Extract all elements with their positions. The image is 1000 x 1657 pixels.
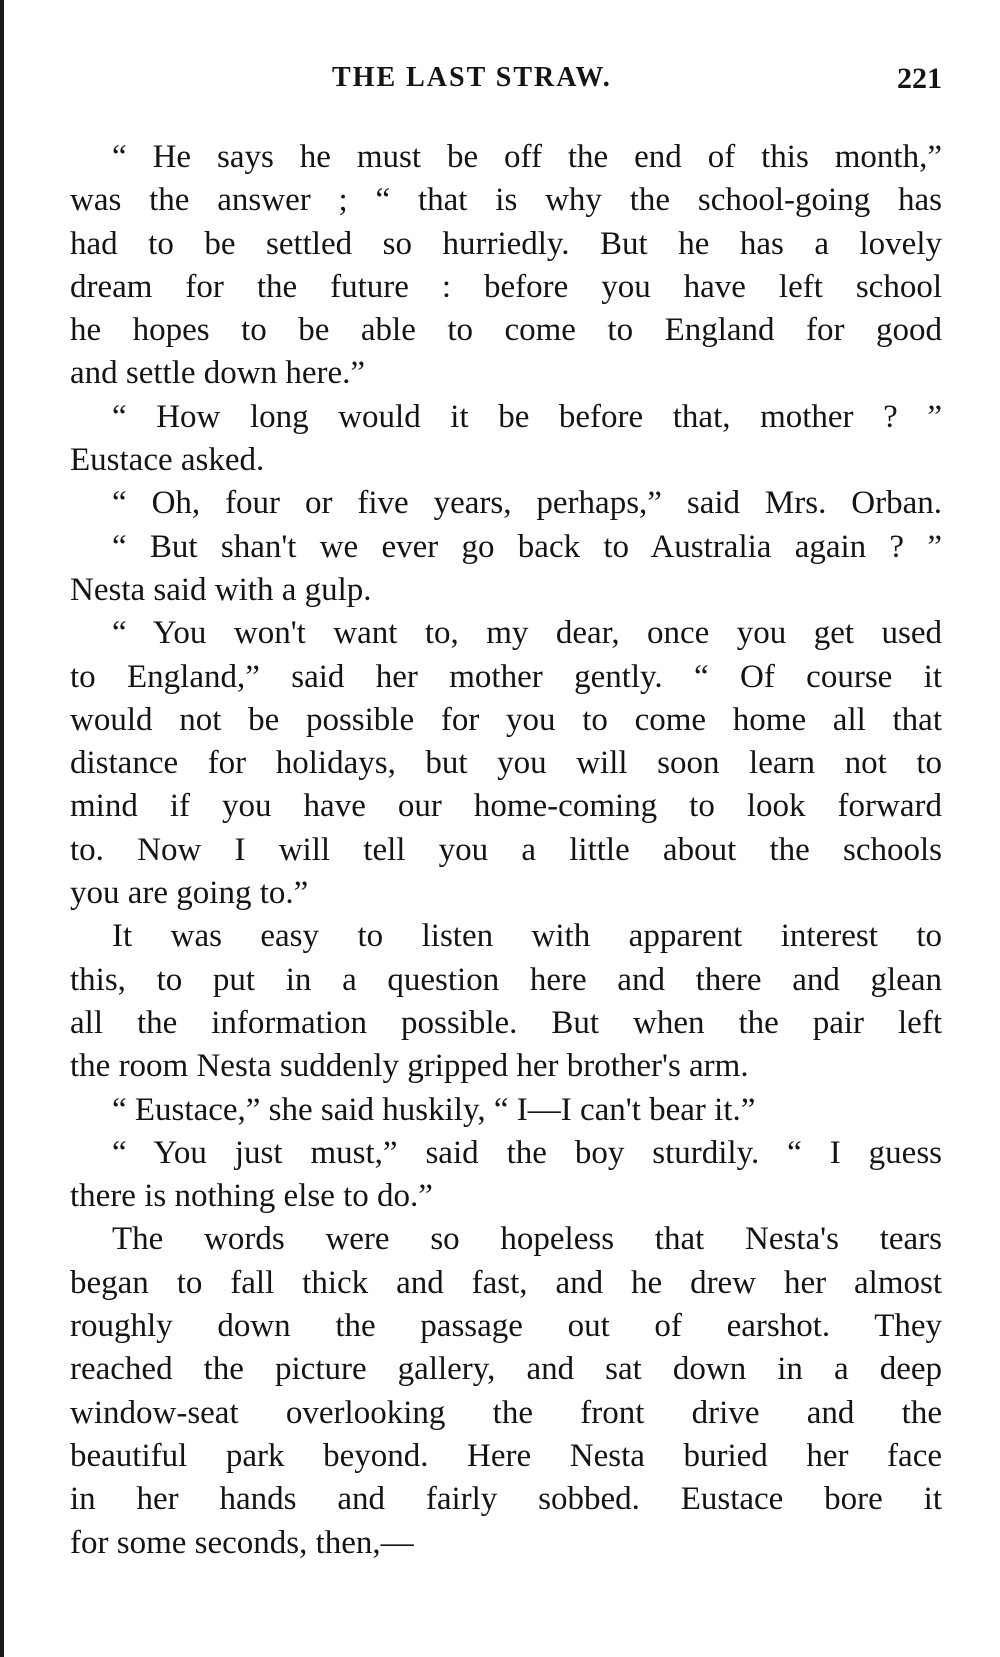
text-line: there is nothing else to do.” xyxy=(70,1178,433,1215)
text-line: dream for the future : before you have left school xyxy=(70,268,942,305)
text-line: “ How long would it be before that, mother ? ” xyxy=(112,398,942,435)
text-line: to England,” said her mother gently. “ Of course it xyxy=(70,658,942,695)
text-line: was the answer ; “ that is why the school-going has xyxy=(70,182,942,219)
text-line: you are going to.” xyxy=(70,875,309,912)
text-line: would not be possible for you to come home all that xyxy=(70,701,942,738)
body-text xyxy=(70,136,942,1565)
text-line: The words were so hopeless that Nesta's tears xyxy=(112,1221,942,1258)
text-line: in her hands and fairly sobbed. Eustace bore it xyxy=(70,1481,942,1518)
text-line: “ He says he must be off the end of this month,” xyxy=(112,139,942,175)
text-line: “ Oh, four or five years, perhaps,” said Mrs. Orban. xyxy=(112,485,942,522)
text-line: Eustace asked. xyxy=(70,442,265,479)
text-line: “ But shan't we ever go back to Australia again ? ” xyxy=(112,528,942,565)
text-line: distance for holidays, but you will soon learn not to xyxy=(70,745,942,782)
text-line: Nesta said with a gulp. xyxy=(70,571,372,608)
text-line: this, to put in a question here and there and glean xyxy=(70,961,942,998)
text-line: “ You won't want to, my dear, once you get used xyxy=(112,615,942,652)
running-head xyxy=(70,62,942,102)
text-line: all the information possible. But when the pair left xyxy=(70,1004,942,1041)
text-line: reached the picture gallery, and sat down in a deep xyxy=(70,1351,942,1388)
text-line: mind if you have our home-coming to look forward xyxy=(70,788,942,825)
text-line: “ Eustace,” she said huskily, “ I—I can't bear it.” xyxy=(112,1091,756,1128)
text-line: roughly down the passage out of earshot. They xyxy=(70,1308,942,1345)
text-line: the room Nesta suddenly gripped her brother's arm. xyxy=(70,1048,749,1085)
text-line: beautiful park beyond. Here Nesta buried her face xyxy=(70,1437,942,1474)
text-line: for some seconds, then,— xyxy=(70,1524,414,1561)
page-number: 221 xyxy=(897,62,942,95)
chapter-title: THE LAST STRAW. xyxy=(332,62,612,93)
text-line: began to fall thick and fast, and he drew her almost xyxy=(70,1264,942,1301)
text-line: and settle down here.” xyxy=(70,355,366,392)
text-line: he hopes to be able to come to England for good xyxy=(70,312,942,349)
text-line: It was easy to listen with apparent interest to xyxy=(112,918,942,955)
text-line: window-seat overlooking the front drive and the xyxy=(70,1394,942,1431)
text-line: had to be settled so hurriedly. But he has a lovely xyxy=(70,225,942,262)
text-line: “ You just must,” said the boy sturdily. “ I guess xyxy=(112,1134,942,1171)
text-line: to. Now I will tell you a little about the schools xyxy=(70,831,942,868)
page-edge xyxy=(0,0,4,1657)
